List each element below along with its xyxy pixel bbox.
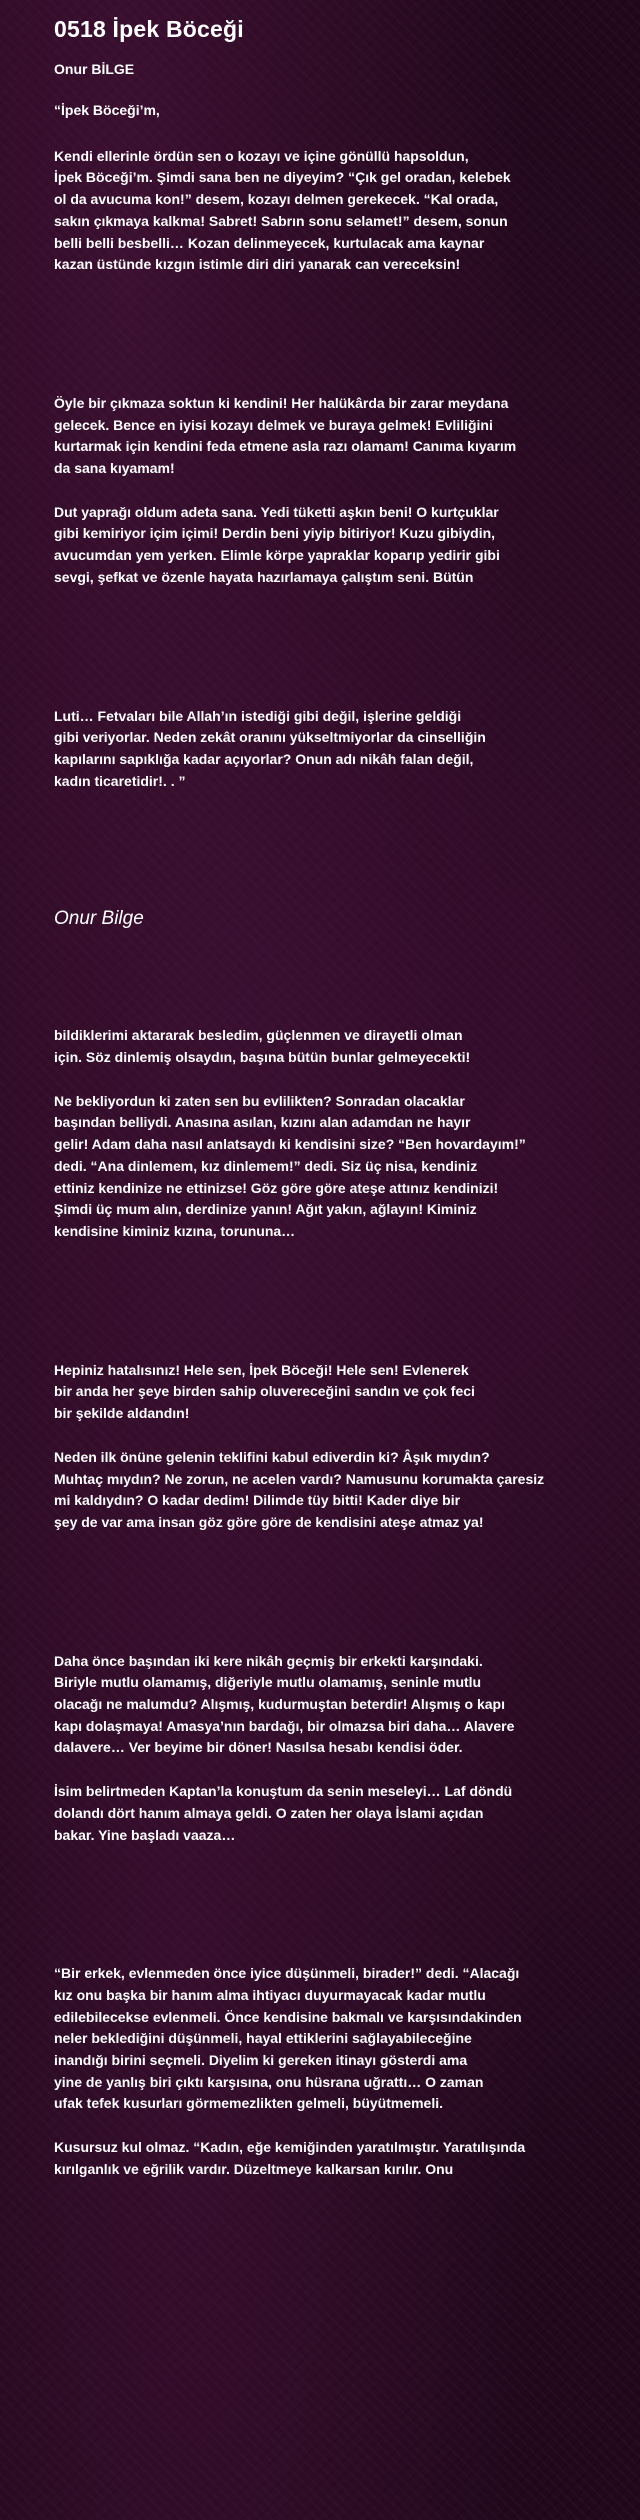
poem-paragraph: Kusursuz kul olmaz. “Kadın, eğe kemiğinden yaratılmıştır. Yaratılışında kırılganlık ve eğrilik vardır. Düzeltmeye kalkarsan kırılır. Onu bbox=[54, 2139, 526, 2177]
poem-paragraph: Dut yaprağı oldum adeta sana. Yedi tüketti aşkın beni! O kurtçuklar gibi kemiriyor içim içimi! Derdin beni yiyip bitiriyor! Kuzu gibiydin, avucumdan yem yerken. Elimle körpe yapraklar koparıp yedirir gibi sevgi, şefkat ve özenle hayata hazırlamaya çalıştım seni. Bütün bbox=[54, 503, 500, 585]
poem-paragraph: Kendi ellerinle ördün sen o kozayı ve içine gönüllü hapsoldun, İpek Böceği’m. Şimdi sana ben ne diyeyim? “Çık gel oradan, kelebek ol da avucuma kon!” desem, kozayı delmen gerekecek. “Kal orada, sakın çıkmaya kalkma! Sabret! Sabrın sonu selamet!” desem, sonun belli belli besbelli… Kozan delinmeyecek, kurtulacak ama kaynar kazan üstünde kızgın istimle diri diri yanarak can vereceksin! bbox=[54, 147, 511, 273]
poem-paragraph: Luti… Fetvaları bile Allah’ın istediği gibi değil, işlerine geldiği gibi veriyorlar. Neden zekât oranını yükseltmiyorlar da cinselliğin kapılarını sapıklığa kadar açıyorlar? Onun adı nikâh falan değil, kadın ticaretidir!. . ” bbox=[54, 707, 486, 789]
poem-title: 0518 İpek Böceği bbox=[54, 16, 244, 42]
poem-paragraph: İsim belirtmeden Kaptan’la konuştum da senin meseleyi… Laf döndü dolandı dört hanım almaya geldi. O zaten her olaya İslami açıdan bakar. Yine başladı vaaza… bbox=[54, 1783, 513, 1843]
poem-page bbox=[54, 14, 624, 2181]
poem-paragraph: bildiklerimi aktararak besledim, güçlenmen ve dirayetli olman için. Söz dinlemiş olsaydın, başına bütün bunlar gelmeyecekti! bbox=[54, 1027, 471, 1066]
poem-signature: Onur Bilge bbox=[54, 908, 144, 930]
poem-paragraph: Hepiniz hatalısınız! Hele sen, İpek Böceği! Hele sen! Evlenerek bir anda her şeye birden sahip oluvereceğini sandın ve çok feci bir şekilde aldandın! bbox=[54, 1361, 475, 1422]
poem-paragraph: Öyle bir çıkmaza soktun ki kendini! Her halükârda bir zarar meydana gelecek. Bence en iyisi kozayı delmek ve buraya gelmek! Evliliğini kurtarmak için kendini feda etmene asla razı olamam! Canıma kıyarım da sana kıyamam! bbox=[54, 394, 517, 477]
poem-paragraph: Neden ilk önüne gelenin teklifini kabul ediverdin ki? Âşık mıydın? Muhtaç mıydın? Ne zorun, ne acelen vardı? Namusunu korumakta çaresiz mi kaldıydın? O kadar dedim! Dilimde tüy bitti! Kader diye bir şey de var ama insan göz göre göre de kendisini ateşe atmaz ya! bbox=[54, 1448, 545, 1530]
poem-paragraph: Daha önce başından iki kere nikâh geçmiş bir erkekti karşındaki. Biriyle mutlu olamamış, diğeriyle mutlu olamamış, seninle mutlu olacağı ne malumdu? Alışmış, kudurmuştan beterdir! Alışmış o kapı kapı dolaşmaya! Amasya’nın bardağı, bir olmazsa biri daha… Alavere dalavere… Ver beyime bir döner! Nasılsa hesabı kendisi öder. bbox=[54, 1652, 515, 1756]
poem-paragraph: “İpek Böceği’m, bbox=[54, 102, 160, 118]
poem-author: Onur BİLGE bbox=[54, 61, 135, 77]
poem-paragraph: Ne bekliyordun ki zaten sen bu evlilikten? Sonradan olacaklar başından belliydi. Anasına asılan, kızını alan adamdan ne hayır gelir! Adam daha nasıl anlatsaydı ki kendisini size? “Ben hovardayım!” dedi. “Ana dinlemem, kız dinlemem!” dedi. Siz üç nisa, kendiniz ettiniz kendinize ne ettinizse! Göz göre göre ateşe attınız kendinizi! Şimdi üç mum alın, derdinize yanın! Ağıt yakın, ağlayın! Kiminiz kendisine kiminiz kızına, torununa… bbox=[54, 1092, 526, 1239]
poem-paragraph: “Bir erkek, evlenmeden önce iyice düşünmeli, birader!” dedi. “Alacağı kız onu başka bir hanım alma ihtiyacı duyurmayacak kadar mutlu edilebilecekse evlenmeli. Önce kendisine bakmalı ve karşısındakinden neler beklediğini düşünmeli, hayal ettiklerini sağlayabileceğine inandığı birini seçmeli. Diyelim ki gereken itinayı gösterdi ama yine de yanlış biri çıktı karşısına, onu hüsrana uğrattı… O zaman ufak tefek kusurları görmemezlikten gelmeli, büyütmemeli. bbox=[54, 1965, 522, 2112]
